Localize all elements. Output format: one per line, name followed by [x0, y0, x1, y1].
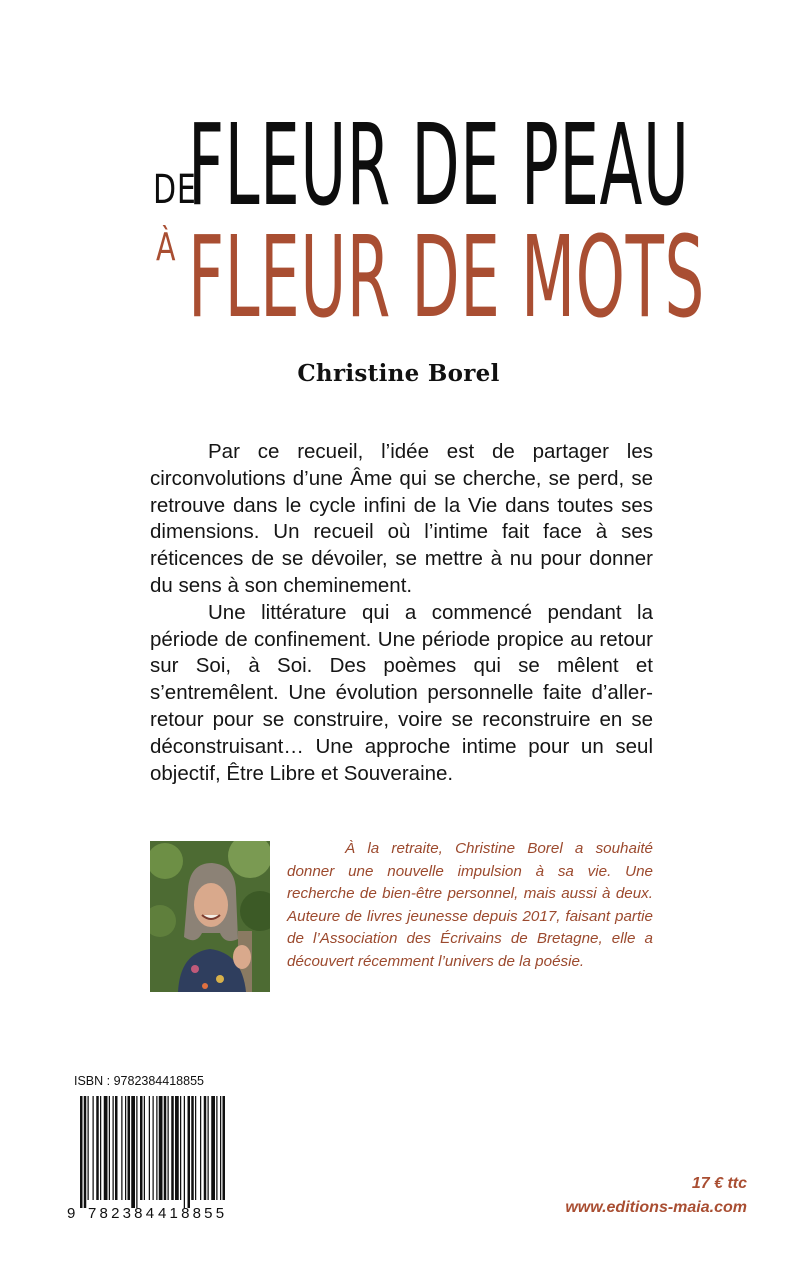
summary-text [150, 439, 653, 787]
barcode-bar [159, 1096, 163, 1200]
barcode-bar [149, 1096, 150, 1200]
summary-paragraph-1: Par ce recueil, l’idée est de partager les circonvolutions d’une Âme qui se cherche, se perd, se retrouve dans le cycle infini de la Vie dans toutes ses dimensions. Un recueil où l’intime fait face à ses réticences de se dévoiler, se mettre à nu pour donner du sens à son cheminement. [150, 440, 653, 597]
barcode-bar [113, 1096, 114, 1200]
isbn-label: ISBN : 9782384418855 [74, 1074, 204, 1088]
barcode-bar [200, 1096, 201, 1200]
barcode-bar [136, 1096, 137, 1208]
barcode-bar [96, 1096, 99, 1200]
barcode-right-digits: 418855 [158, 1205, 228, 1222]
barcode-bar [223, 1096, 226, 1200]
barcode-bar [128, 1096, 131, 1200]
barcode-bar [156, 1096, 157, 1200]
barcode-bar [140, 1096, 143, 1200]
title-fleur-de-mots: FLEUR DE MOTS [188, 213, 705, 343]
isbn-barcode [66, 1094, 236, 1222]
barcode-bar [175, 1096, 179, 1200]
title-prefix-a: À [156, 225, 177, 269]
author-bio [287, 838, 653, 973]
barcode-bar [168, 1096, 169, 1200]
barcode-bar [115, 1096, 118, 1200]
barcode-bar [180, 1096, 181, 1200]
barcode-bar [164, 1096, 167, 1200]
barcode-first-digit: 9 [67, 1205, 76, 1222]
barcode-bar [204, 1096, 207, 1200]
author-bio-text: À la retraite, Christine Borel a souhaité donner une nouvelle impulsion à sa vie. Une recherche de bien-être personnel, mais aussi à deux. Auteure de livres jeunesse depuis 2017, faisant partie de l’Association des Écrivains de Bretagne, elle a découvert récemment l’univers de la poésie. [287, 840, 653, 970]
barcode-bar [121, 1096, 122, 1200]
barcode-bar [144, 1096, 145, 1200]
barcode-bar [125, 1096, 126, 1200]
summary-paragraph-2: Une littérature qui a commencé pendant la période de confinement. Une période propice au retour sur Soi, à Soi. Des poèmes qui se mêlent et s’entremêlent. Une évolution personnelle faite d’aller-retour pour se construire, voire se reconstruire en se déconstruisant… Une approche intime pour un seul objectif, Être Libre et Souveraine. [150, 600, 653, 785]
title-prefix-de: DE [153, 167, 197, 213]
barcode-bar [88, 1096, 89, 1200]
barcode-bar [208, 1096, 209, 1200]
barcode-bar [153, 1096, 154, 1200]
book-title [150, 101, 705, 343]
barcode-bar [188, 1096, 191, 1208]
barcode-bar [211, 1096, 215, 1200]
barcode-bar [109, 1096, 110, 1200]
barcode-bar [216, 1096, 217, 1200]
barcode-bar [104, 1096, 108, 1200]
barcode-bar [191, 1096, 194, 1200]
barcode-left-digits: 782384 [88, 1205, 158, 1222]
price: 17 € ttc [691, 1175, 747, 1192]
barcode-bar [184, 1096, 185, 1208]
barcode-bar [171, 1096, 174, 1200]
barcode-bar [84, 1096, 87, 1208]
title-fleur-de-peau: FLEUR DE PEAU [188, 101, 690, 231]
barcode-bar [80, 1096, 83, 1208]
barcode-bar [131, 1096, 135, 1208]
barcode-bar [195, 1096, 196, 1200]
author-photo [150, 841, 270, 992]
barcode-bar [220, 1096, 221, 1200]
author-name: Christine Borel [297, 360, 500, 387]
barcode-bar [93, 1096, 94, 1200]
publisher-website[interactable]: www.editions-maia.com [565, 1199, 747, 1216]
barcode-bar [100, 1096, 101, 1200]
